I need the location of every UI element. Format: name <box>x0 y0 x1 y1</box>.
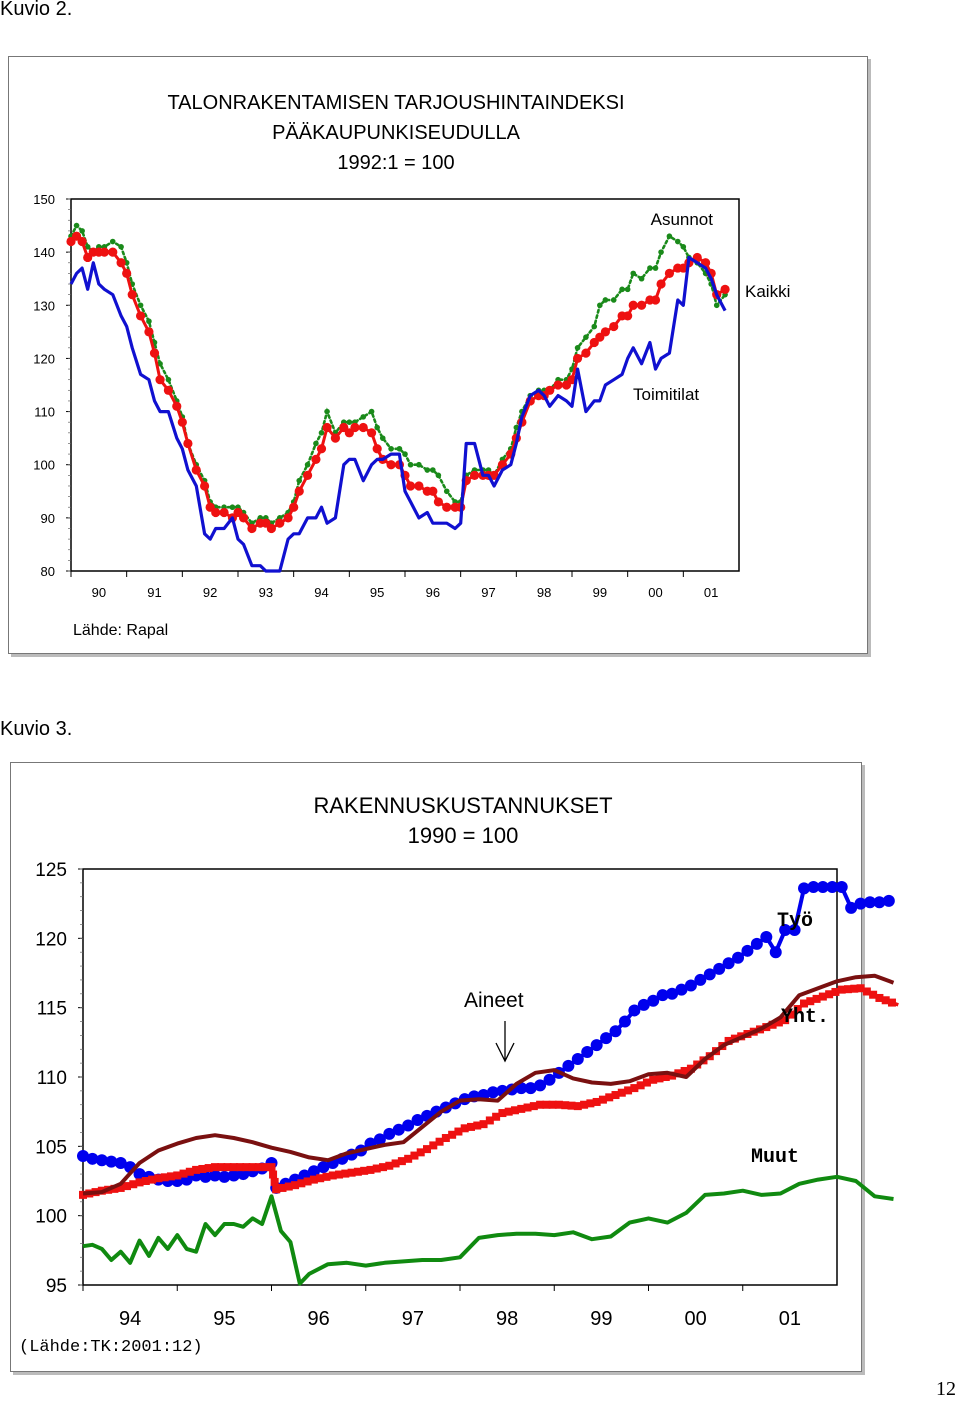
point-kaikki-54 <box>434 497 443 506</box>
point-asunnot-85 <box>653 265 659 271</box>
point-kaikki-20 <box>200 481 209 490</box>
y-tick-label-95: 95 <box>45 1276 67 1297</box>
point-asunnot-79 <box>611 297 617 303</box>
point-asunnot-78 <box>603 297 609 303</box>
y-tick-label-130: 130 <box>33 298 55 314</box>
point-kaikki-44 <box>367 428 376 437</box>
x-tick-label-93: 93 <box>258 585 274 600</box>
point-asunnot-35 <box>305 462 311 468</box>
label-asunnot: Asunnot <box>650 210 713 229</box>
chart-title: TALONRAKENTAMISEN TARJOUSHINTAINDEKSI <box>167 92 625 114</box>
label-toimitilat: Toimitilat <box>633 385 700 404</box>
x-tick-label-99: 99 <box>592 585 608 600</box>
point-asunnot-94 <box>714 302 720 308</box>
point-kaikki-59 <box>470 471 479 480</box>
x-tick-label-00: 00 <box>648 585 663 600</box>
point-asunnot-76 <box>591 324 597 330</box>
point-ty-73 <box>760 931 772 943</box>
point-kaikki-81 <box>623 311 632 320</box>
point-ty-74 <box>770 946 782 958</box>
chart-title-block <box>313 793 612 848</box>
y-tick-label-105: 105 <box>35 1137 67 1159</box>
source-note: Lähde: Rapal <box>73 622 169 639</box>
point-kaikki-87 <box>665 269 674 278</box>
chart-subtitle: 1990 = 100 <box>407 823 519 848</box>
line-asunnot <box>71 226 725 524</box>
label-muut: Muut <box>751 1146 800 1169</box>
point-kaikki-37 <box>317 444 326 453</box>
x-tick-label-95: 95 <box>369 585 385 600</box>
y-tick-label-120: 120 <box>35 929 67 951</box>
point-ty-58 <box>619 1016 631 1028</box>
y-axis <box>35 860 83 1297</box>
x-tick-label-98: 98 <box>496 1308 519 1330</box>
x-tick-label-00: 00 <box>684 1308 707 1330</box>
point-kaikki-31 <box>275 519 284 528</box>
point-kaikki-22 <box>211 508 220 517</box>
y-tick-label-150: 150 <box>33 192 55 207</box>
point-asunnot-51 <box>416 462 422 468</box>
chart-title: RAKENNUSKUSTANNUKSET <box>313 793 613 818</box>
y-tick-label-110: 110 <box>36 1068 67 1089</box>
chart-rakennuskustannukset <box>11 763 861 1371</box>
y-tick-label-100: 100 <box>33 457 55 473</box>
point-kaikki-13 <box>150 349 159 358</box>
label-aineet: Aineet <box>464 989 524 1012</box>
point-kaikki-15 <box>164 386 173 395</box>
point-kaikki-82 <box>629 301 638 310</box>
point-asunnot-89 <box>681 244 687 250</box>
x-tick-label-99: 99 <box>590 1308 613 1330</box>
point-kaikki-36 <box>311 455 320 464</box>
y-tick-label-90: 90 <box>40 510 55 526</box>
point-asunnot-53 <box>430 467 436 473</box>
figure-2-label: Kuvio 2. <box>0 0 73 20</box>
point-asunnot-54 <box>436 473 442 479</box>
point-asunnot-36 <box>313 441 319 447</box>
point-ty-57 <box>610 1025 622 1037</box>
point-kaikki-34 <box>295 487 304 496</box>
x-tick-label-94: 94 <box>119 1308 142 1330</box>
y-tick-label-100: 100 <box>35 1206 67 1228</box>
point-asunnot-74 <box>575 345 581 351</box>
point-yht-43-2 <box>888 999 896 1007</box>
y-axis <box>33 192 71 579</box>
point-kaikki-14 <box>155 375 164 384</box>
point-kaikki-11 <box>136 311 145 320</box>
point-asunnot-37 <box>319 430 325 436</box>
point-kaikki-2 <box>78 237 87 246</box>
point-asunnot-86 <box>658 249 664 255</box>
point-ty-86 <box>883 895 895 907</box>
point-yht-10-2 <box>271 1178 279 1186</box>
x-tick-label-98: 98 <box>536 585 552 600</box>
y-tick-label-115: 115 <box>36 998 67 1020</box>
x-tick-label-96: 96 <box>425 585 441 600</box>
point-kaikki-43 <box>359 423 368 432</box>
point-yht-10-0 <box>268 1163 276 1171</box>
point-kaikki-30 <box>267 524 276 533</box>
point-asunnot-83 <box>639 276 645 282</box>
point-kaikki-70 <box>545 386 554 395</box>
point-asunnot-47 <box>388 446 394 452</box>
point-kaikki-47 <box>386 460 395 469</box>
x-tick-label-96: 96 <box>307 1308 330 1330</box>
point-asunnot-45 <box>374 425 380 431</box>
x-axis <box>83 1285 801 1330</box>
line-muut <box>83 1177 894 1284</box>
point-yht-10-1 <box>269 1171 277 1179</box>
point-kaikki-71 <box>553 380 562 389</box>
point-kaikki-8 <box>117 258 126 267</box>
figure-3-label: Kuvio 3. <box>0 718 73 740</box>
point-kaikki-12 <box>144 327 153 336</box>
point-kaikki-33 <box>289 503 298 512</box>
x-tick-label-90: 90 <box>91 585 107 600</box>
chart-tarjoushintaindeksi <box>9 57 867 653</box>
page-number: 12 <box>936 1378 956 1400</box>
y-tick-label-110: 110 <box>34 404 55 420</box>
point-kaikki-75 <box>581 349 590 358</box>
point-kaikki-86 <box>656 279 665 288</box>
chart-frame-tarjoushintaindeksi <box>8 56 868 654</box>
point-asunnot-75 <box>583 334 589 340</box>
point-asunnot-1 <box>74 223 80 229</box>
point-kaikki-9 <box>122 269 131 278</box>
series-kaikki <box>66 232 729 533</box>
point-kaikki-50 <box>406 481 415 490</box>
y-tick-label-125: 125 <box>35 860 67 881</box>
line-toimitilat <box>71 258 725 572</box>
point-asunnot-24 <box>230 504 236 510</box>
point-asunnot-82 <box>630 271 636 277</box>
series-group <box>66 223 729 571</box>
series-toimitilat <box>71 258 725 572</box>
point-asunnot-15 <box>166 377 172 383</box>
point-kaikki-6 <box>100 248 109 257</box>
series-group <box>77 881 898 1284</box>
point-asunnot-38 <box>324 409 330 415</box>
x-tick-label-01: 01 <box>778 1308 801 1330</box>
point-kaikki-95 <box>720 285 729 294</box>
point-asunnot-88 <box>675 239 681 245</box>
point-kaikki-17 <box>178 418 187 427</box>
point-asunnot-81 <box>625 287 631 293</box>
x-tick-label-97: 97 <box>481 585 496 600</box>
label-tyo: Työ <box>777 910 814 933</box>
point-kaikki-83 <box>637 301 646 310</box>
plot-area <box>83 869 837 1285</box>
point-asunnot-2 <box>79 228 85 234</box>
point-kaikki-51 <box>414 481 423 490</box>
x-axis <box>71 571 718 600</box>
point-kaikki-85 <box>651 295 660 304</box>
series-muut <box>83 1177 894 1284</box>
point-kaikki-38 <box>322 423 331 432</box>
chart-title-block <box>167 92 624 174</box>
point-asunnot-55 <box>444 488 450 494</box>
x-tick-label-91: 91 <box>147 585 162 600</box>
point-asunnot-87 <box>667 233 673 239</box>
point-asunnot-44 <box>369 409 375 415</box>
aineet-arrow <box>496 1021 514 1061</box>
point-asunnot-8 <box>118 244 124 250</box>
label-yht: Yht. <box>781 1006 830 1029</box>
point-kaikki-35 <box>303 471 312 480</box>
x-tick-label-01: 01 <box>703 585 719 600</box>
point-kaikki-10 <box>128 290 137 299</box>
y-tick-label-80: 80 <box>40 564 55 579</box>
point-asunnot-12 <box>146 318 152 324</box>
point-kaikki-23 <box>219 508 228 517</box>
point-kaikki-42 <box>350 423 359 432</box>
point-asunnot-41 <box>347 419 353 425</box>
series-asunnot <box>68 223 728 526</box>
point-asunnot-46 <box>380 435 386 441</box>
point-asunnot-84 <box>647 265 653 271</box>
point-kaikki-45 <box>373 444 382 453</box>
label-kaikki: Kaikki <box>745 282 791 301</box>
point-kaikki-74 <box>573 354 582 363</box>
point-kaikki-19 <box>192 465 201 474</box>
x-tick-label-94: 94 <box>314 585 329 600</box>
y-tick-label-140: 140 <box>33 245 55 261</box>
point-kaikki-53 <box>428 487 437 496</box>
point-asunnot-52 <box>424 467 430 473</box>
point-asunnot-7 <box>110 239 116 245</box>
point-asunnot-77 <box>597 302 603 308</box>
point-kaikki-79 <box>609 322 618 331</box>
point-kaikki-16 <box>172 402 181 411</box>
point-kaikki-78 <box>601 327 610 336</box>
point-asunnot-43 <box>360 414 366 420</box>
x-tick-label-92: 92 <box>202 585 218 600</box>
point-asunnot-80 <box>619 287 625 293</box>
point-kaikki-7 <box>108 248 117 257</box>
point-kaikki-26 <box>239 513 248 522</box>
x-tick-label-97: 97 <box>401 1308 424 1330</box>
chart-title-line2: PÄÄKAUPUNKISEUDULLA <box>272 122 520 144</box>
point-asunnot-49 <box>402 451 408 457</box>
point-kaikki-39 <box>331 434 340 443</box>
point-kaikki-27 <box>247 524 256 533</box>
chart-subtitle: 1992:1 = 100 <box>337 152 455 174</box>
point-kaikki-55 <box>442 503 451 512</box>
point-ty-81 <box>836 881 848 893</box>
point-kaikki-18 <box>183 439 192 448</box>
point-asunnot-50 <box>408 462 414 468</box>
y-tick-label-120: 120 <box>33 351 55 367</box>
point-asunnot-48 <box>397 446 403 452</box>
chart-frame-rakennuskustannukset <box>10 762 862 1372</box>
point-kaikki-32 <box>284 513 293 522</box>
point-asunnot-34 <box>296 478 302 484</box>
x-tick-label-95: 95 <box>213 1308 236 1330</box>
source-note: (Lähde:TK:2001:12) <box>19 1338 203 1357</box>
